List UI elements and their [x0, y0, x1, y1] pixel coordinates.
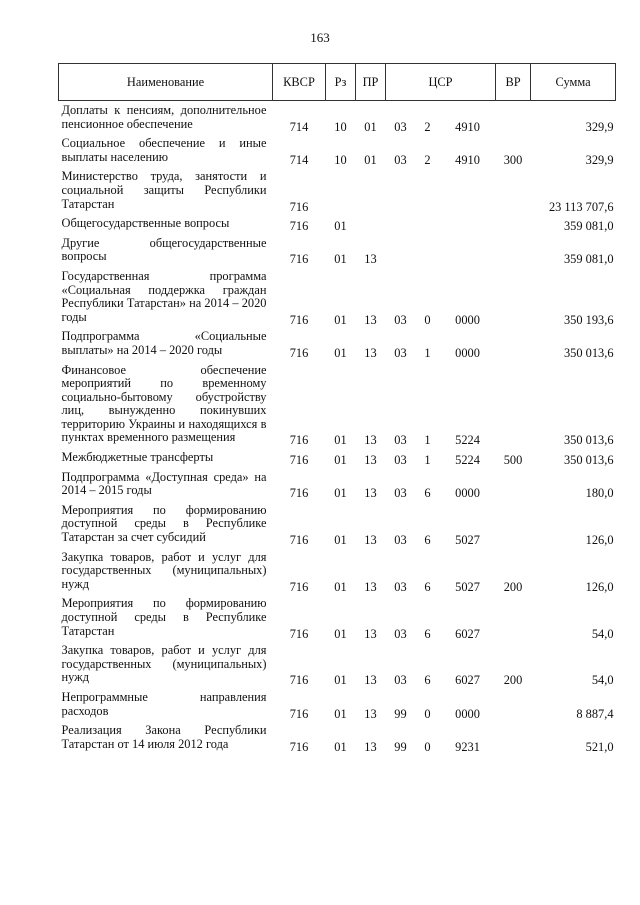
row-name: Доплаты к пенсиям, дополнительное пенсионное обеспечение — [61, 103, 267, 131]
budget-table — [58, 63, 616, 754]
row-name: Другие общегосударственные вопросы — [61, 235, 267, 264]
row-vr — [496, 468, 531, 501]
row-csr-program: 03 — [394, 486, 407, 501]
row-csr-subprogram: 6 — [424, 626, 431, 641]
table-row — [59, 267, 616, 327]
row-pr: 13 — [364, 453, 377, 468]
row-sum: 359 081,0 — [563, 252, 614, 267]
header-sum: Сумма — [531, 64, 616, 101]
row-csr-direction: 5224 — [455, 453, 480, 468]
row-csr-subprogram: 1 — [424, 345, 431, 360]
table-row — [59, 134, 616, 167]
row-vr: 200 — [503, 673, 523, 688]
table-row — [59, 167, 616, 214]
row-pr: 13 — [364, 706, 377, 721]
row-name: Межбюджетные трансферты — [61, 450, 214, 465]
row-csr-subprogram: 1 — [424, 453, 431, 468]
row-sum: 329,9 — [585, 152, 614, 167]
row-vr — [496, 688, 531, 721]
row-sum: 54,0 — [591, 626, 614, 641]
row-rz: 01 — [334, 739, 347, 754]
row-sum: 8 887,4 — [576, 706, 614, 721]
row-sum: 359 081,0 — [563, 219, 614, 234]
row-csr-program: 03 — [394, 152, 407, 167]
row-pr — [356, 167, 386, 214]
row-vr — [496, 267, 531, 327]
row-vr: 200 — [503, 579, 523, 594]
row-vr — [496, 234, 531, 267]
row-sum: 350 013,6 — [563, 433, 614, 448]
row-kvsr: 716 — [289, 533, 309, 548]
row-kvsr: 714 — [289, 152, 309, 167]
row-pr: 13 — [364, 345, 377, 360]
row-sum: 23 113 707,6 — [548, 199, 614, 214]
row-vr — [496, 214, 531, 234]
row-rz: 01 — [334, 626, 347, 641]
row-name: Социальное обеспечение и иные выплаты населению — [61, 136, 267, 164]
row-csr-direction: 6027 — [455, 626, 480, 641]
row-csr-direction — [440, 167, 496, 214]
row-rz: 10 — [334, 152, 347, 167]
header-csr: ЦСР — [386, 64, 496, 101]
row-csr-subprogram: 0 — [424, 706, 431, 721]
header-name: Наименование — [59, 64, 273, 101]
row-vr — [496, 721, 531, 754]
row-pr: 01 — [364, 152, 377, 167]
row-name: Закупка товаров, работ и услуг для государственных (муниципальных) нужд — [61, 643, 267, 685]
row-name: Подпрограмма «Доступная среда» на 2014 – 2015 годы — [61, 469, 267, 498]
row-pr: 13 — [364, 486, 377, 501]
row-pr: 13 — [364, 626, 377, 641]
row-kvsr: 716 — [289, 312, 309, 327]
row-pr: 13 — [364, 579, 377, 594]
row-sum: 521,0 — [585, 739, 614, 754]
row-csr-subprogram — [416, 234, 440, 267]
table-body — [59, 101, 616, 755]
row-kvsr: 714 — [289, 119, 309, 134]
row-name: Министерство труда, занятости и социальной защиты Республики Татарстан — [61, 169, 267, 211]
table-row — [59, 468, 616, 501]
row-csr-subprogram: 6 — [424, 673, 431, 688]
row-kvsr: 716 — [289, 252, 309, 267]
row-rz — [326, 167, 356, 214]
row-csr-direction: 5027 — [455, 579, 480, 594]
row-rz: 01 — [334, 433, 347, 448]
row-csr-direction: 4910 — [455, 119, 480, 134]
row-vr — [496, 327, 531, 360]
row-pr — [356, 214, 386, 234]
row-pr: 13 — [364, 312, 377, 327]
row-pr: 13 — [364, 739, 377, 754]
row-csr-subprogram: 1 — [424, 433, 431, 448]
row-csr-direction: 4910 — [455, 152, 480, 167]
row-csr-subprogram: 0 — [424, 739, 431, 754]
row-csr-direction: 0000 — [455, 706, 480, 721]
row-sum: 329,9 — [585, 119, 614, 134]
row-kvsr: 716 — [289, 706, 309, 721]
row-vr: 500 — [503, 453, 523, 468]
row-csr-program: 03 — [394, 345, 407, 360]
row-csr-program: 03 — [394, 673, 407, 688]
row-csr-direction — [440, 214, 496, 234]
row-name: Закупка товаров, работ и услуг для государственных (муниципальных) нужд — [61, 549, 267, 591]
row-csr-direction: 9231 — [455, 739, 480, 754]
row-name: Подпрограмма «Социальные выплаты» на 2014 – 2020 годы — [61, 329, 267, 357]
row-name: Реализация Закона Республики Татарстан от 14 июля 2012 года — [61, 723, 267, 751]
table-row — [59, 234, 616, 267]
row-name: Государственная программа «Социальная поддержка граждан Республики Татарстан» на 2014 – 2020 годы — [61, 268, 267, 324]
row-kvsr: 716 — [289, 219, 309, 234]
row-kvsr: 716 — [289, 433, 309, 448]
row-kvsr: 716 — [289, 345, 309, 360]
row-csr-direction: 5224 — [455, 433, 480, 448]
header-pr: ПР — [356, 64, 386, 101]
row-csr-program — [386, 234, 416, 267]
table-row — [59, 101, 616, 135]
row-csr-program: 03 — [394, 119, 407, 134]
row-csr-program: 99 — [394, 739, 407, 754]
row-csr-program: 03 — [394, 533, 407, 548]
row-csr-program: 03 — [394, 626, 407, 641]
row-kvsr: 716 — [289, 673, 309, 688]
row-csr-subprogram: 2 — [424, 152, 431, 167]
row-csr-direction: 0000 — [455, 312, 480, 327]
row-csr-program — [386, 167, 416, 214]
row-sum: 350 193,6 — [563, 312, 614, 327]
row-rz: 01 — [334, 345, 347, 360]
table-row — [59, 214, 616, 234]
table-row — [59, 548, 616, 595]
row-pr: 13 — [364, 533, 377, 548]
row-csr-program: 03 — [394, 453, 407, 468]
page-number: 163 — [310, 30, 330, 45]
row-vr — [496, 101, 531, 135]
row-csr-direction: 6027 — [455, 673, 480, 688]
table-header-row — [59, 64, 616, 101]
row-csr-subprogram: 6 — [424, 579, 431, 594]
row-sum: 180,0 — [585, 486, 614, 501]
row-sum: 54,0 — [591, 673, 614, 688]
row-csr-subprogram — [416, 167, 440, 214]
row-vr — [496, 501, 531, 548]
header-kvsr: КВСР — [273, 64, 326, 101]
row-kvsr: 716 — [289, 579, 309, 594]
row-vr — [496, 361, 531, 449]
row-csr-subprogram: 0 — [424, 312, 431, 327]
row-csr-program: 99 — [394, 706, 407, 721]
row-rz: 01 — [334, 453, 347, 468]
row-csr-program: 03 — [394, 579, 407, 594]
table-row — [59, 327, 616, 360]
table-row — [59, 448, 616, 468]
row-rz: 01 — [334, 673, 347, 688]
table-row — [59, 721, 616, 754]
row-csr-subprogram — [416, 214, 440, 234]
row-vr — [496, 594, 531, 641]
header-vr: ВР — [496, 64, 531, 101]
table-row — [59, 641, 616, 688]
row-name: Мероприятия по формированию доступной среды в Республике Татарстан — [61, 596, 267, 638]
table-row — [59, 361, 616, 449]
row-name: Финансовое обеспечение мероприятий по временному социально-бытовому обустройству лиц, вынужденно покинувших территорию Украины и находящихся в пунктах временного размещения — [61, 362, 267, 445]
row-kvsr: 716 — [289, 626, 309, 641]
row-rz: 01 — [334, 579, 347, 594]
table-row — [59, 688, 616, 721]
header-rz: Рз — [326, 64, 356, 101]
row-kvsr: 716 — [289, 453, 309, 468]
row-kvsr: 716 — [289, 486, 309, 501]
table-row — [59, 501, 616, 548]
row-csr-subprogram: 6 — [424, 533, 431, 548]
row-csr-subprogram: 6 — [424, 486, 431, 501]
row-rz: 01 — [334, 312, 347, 327]
row-vr: 300 — [503, 152, 523, 167]
row-csr-direction: 0000 — [455, 486, 480, 501]
row-pr: 13 — [364, 252, 377, 267]
row-kvsr: 716 — [289, 199, 309, 214]
row-rz: 01 — [334, 486, 347, 501]
row-csr-direction: 5027 — [455, 533, 480, 548]
row-rz: 01 — [334, 219, 347, 234]
row-vr — [496, 167, 531, 214]
row-sum: 126,0 — [585, 533, 614, 548]
row-name: Непрограммные направления расходов — [61, 689, 267, 718]
row-rz: 01 — [334, 706, 347, 721]
row-sum: 350 013,6 — [563, 345, 614, 360]
row-kvsr: 716 — [289, 739, 309, 754]
row-csr-program: 03 — [394, 312, 407, 327]
row-csr-program — [386, 214, 416, 234]
row-rz: 01 — [334, 533, 347, 548]
row-name: Мероприятия по формированию доступной среды в Республике Татарстан за счет субсидий — [61, 502, 267, 545]
row-rz: 01 — [334, 252, 347, 267]
row-csr-subprogram: 2 — [424, 119, 431, 134]
row-pr: 13 — [364, 673, 377, 688]
row-pr: 01 — [364, 119, 377, 134]
row-csr-direction: 0000 — [455, 345, 480, 360]
row-name: Общегосударственные вопросы — [61, 216, 230, 231]
table-row — [59, 594, 616, 641]
row-sum: 126,0 — [585, 579, 614, 594]
row-pr: 13 — [364, 433, 377, 448]
row-rz: 10 — [334, 119, 347, 134]
row-sum: 350 013,6 — [563, 453, 614, 468]
row-csr-direction — [440, 234, 496, 267]
row-csr-program: 03 — [394, 433, 407, 448]
